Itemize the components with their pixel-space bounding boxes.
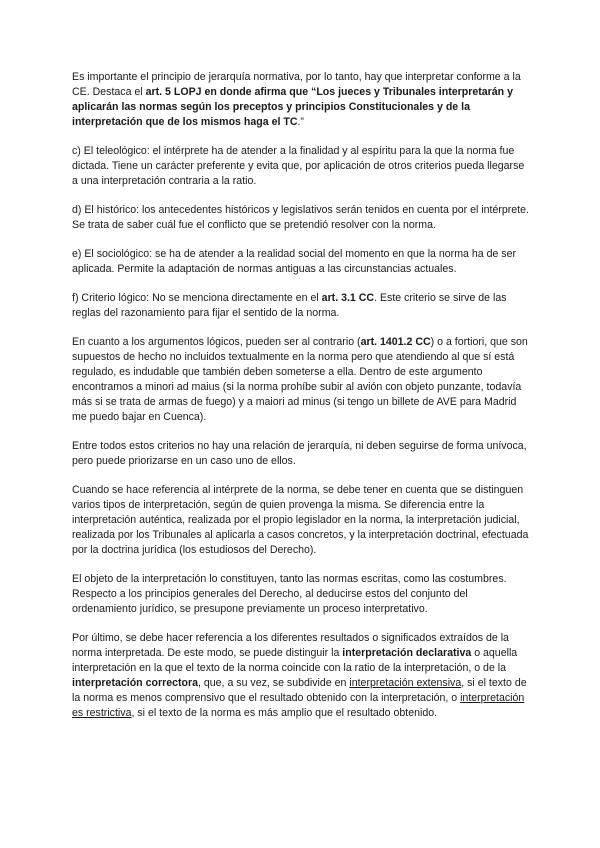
paragraph-logical <box>72 291 530 321</box>
text: Por último, se debe hacer referencia a los diferentes resultados o significados extraídos de la norma interpretada. De este modo, se puede distinguir la <box>72 632 509 659</box>
text: , que, a su vez, se subdivide en <box>198 677 350 689</box>
underlined-restrictive: interpretación es restrictiva <box>72 692 525 719</box>
bold-art-3-1-cc: art. 3.1 CC <box>321 292 375 304</box>
text: , si el texto de la norma es menos comprensivo que el resultado obtenido con la interpretación, o <box>72 677 527 704</box>
text: o aquella interpretación en la que el texto de la norma coincide con la ratio de la interpretación, o de la <box>72 647 518 674</box>
paragraph-interpreter-types: Cuando se hace referencia al intérprete de la norma, se debe tener en cuenta que se distinguen varios tipos de interpretación, según de quien provenga la misma. Se diferencia entre la interpretación auténtica, realizada por el propio legislador en la norma, la interpretación judicial, realizada por los Tribunales al aplicarla a casos concretos, y la interpretación doctrinal, efectuada por la doctrina jurídica (los estudiosos del Derecho). <box>72 484 529 556</box>
text: En cuanto a los argumentos lógicos, pueden ser al contrario ( <box>72 336 361 348</box>
paragraph-object: El objeto de la interpretación lo constituyen, tanto las normas escritas, como las costumbres. Respecto a los principios generales del Derecho, al deducirse estos del conjunto del ordenamiento jurídico, se presupone previamente un proceso interpretativo. <box>72 573 507 615</box>
text: , si el texto de la norma es más amplio que el resultado obtenido. <box>131 707 438 719</box>
paragraph-results <box>72 631 530 721</box>
document-page <box>72 70 530 735</box>
paragraph-sociological: e) El sociológico: se ha de atender a la realidad social del momento en que la norma ha de ser aplicada. Permite la adaptación de normas antiguas a las circunstancias actuales. <box>72 248 517 275</box>
paragraph-teleological: c) El teleológico: el intérprete ha de atender a la finalidad y al espíritu para la que la norma fue dictada. Tiene un carácter preferente y evita que, por aplicación de otros criterios pueda llegarse a una interpretación contraria a la ratio. <box>72 145 525 187</box>
paragraph-historical: d) El histórico: los antecedentes históricos y legislativos serán tenidos en cuenta por el intérprete. Se trata de saber cuál fue el conflicto que se pretendió resolver con la norma. <box>72 204 529 231</box>
paragraph-logical-arguments <box>72 335 530 425</box>
text: .” <box>297 116 304 128</box>
bold-quote-art5-lopj: art. 5 LOPJ en donde afirma que “Los jueces y Tribunales interpretarán y aplicarán las normas según los preceptos y principios Constitucionales y de la interpretación que de los mismos haga el TC <box>72 86 513 128</box>
text: ) o a fortiori, que son supuestos de hecho no incluidos textualmente en la norma pero que atendiendo al que sí está regulado, es indudable que también deben someterse a ella. Dentro de este argumento encontramos a minori ad maius (si la norma prohíbe subir al avión con objeto punzante, todavía más si se trata de armas de fuego) y a maiori ad minus (si tengo un billete de AVE para Madrid me puedo bajar en Cuenca). <box>72 336 528 423</box>
bold-declarative: interpretación declarativa <box>342 647 472 659</box>
text: . Este criterio se sirve de las reglas del razonamiento para fijar el sentido de la norma. <box>72 292 507 319</box>
bold-art-1401-2-cc: art. 1401.2 CC <box>360 336 431 348</box>
text: f) Criterio lógico: No se menciona directamente en el <box>72 292 322 304</box>
text: Es importante el principio de jerarquía normativa, por lo tanto, hay que interpretar conforme a la CE. Destaca el <box>72 71 521 98</box>
paragraph-hierarchy <box>72 70 530 130</box>
bold-corrective: interpretación correctora <box>72 677 198 689</box>
underlined-extensive: interpretación extensiva <box>349 677 462 689</box>
paragraph-no-hierarchy: Entre todos estos criterios no hay una relación de jerarquía, ni deben seguirse de forma unívoca, pero puede priorizarse en un caso uno de ellos. <box>72 440 527 467</box>
